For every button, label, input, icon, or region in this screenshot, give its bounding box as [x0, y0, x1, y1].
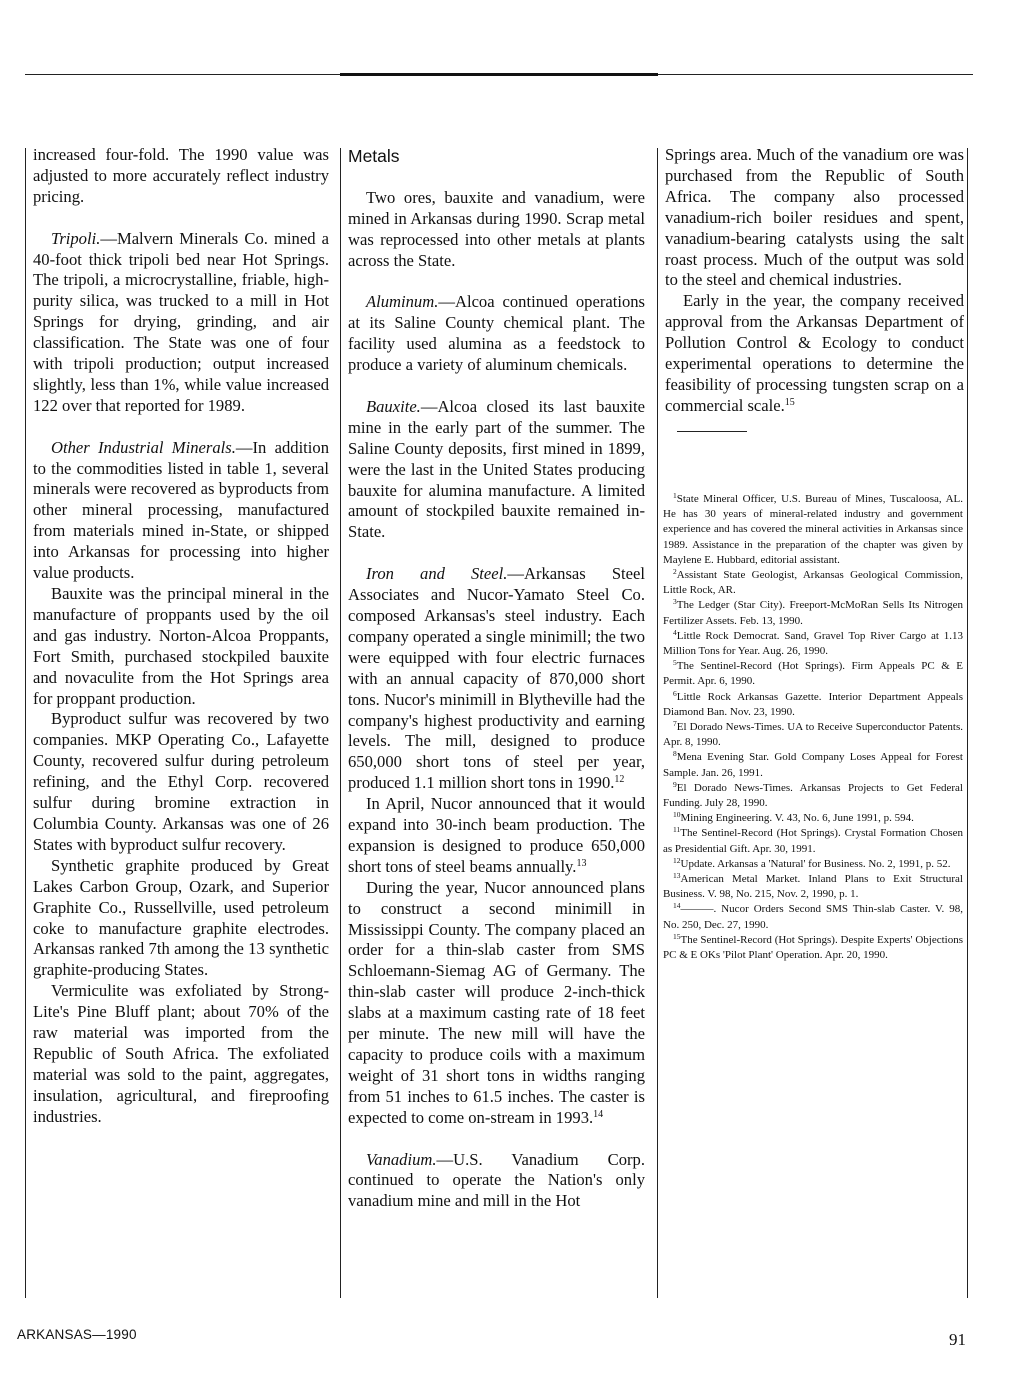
footnote: $^5$The Sentinel-Record (Hot Springs). Firm Appeals PC & E Permit. Apr. 6, 1990.: [663, 658, 963, 688]
paragraph-tungsten: [665, 291, 964, 416]
column-rule-right: [967, 148, 968, 1298]
footnote: $^2$Assistant State Geologist, Arkansas Geological Commission, Little Rock, AR.: [663, 567, 963, 597]
text-tripoli: —Malvern Minerals Co. mined a 40-foot thick tripoli bed near Hot Springs. The tripoli, a microcrystalline, friable, high-purity silica, was trucked to a mill in Hot Springs for drying, grinding, and air classification. The State was one of four with tripoli production; output increased slightly, less than 1%, while value increased 122 over that reported for 1989.: [33, 228, 329, 415]
footnote: $^1$State Mineral Officer, U.S. Bureau of Mines, Tuscaloosa, AL. He has 30 years of mineral-related industry and government experience and has covered the mineral activities in Arkansas since 1989. Assistance in the preparation of the chapter was given by Maylene E. Hubbard, editorial assistant.: [663, 491, 963, 566]
heading-other-minerals: Other Industrial Minerals.: [51, 437, 236, 457]
text-bauxite: —Alcoa closed its last bauxite mine in the early part of the summer. The Saline County deposits, first mined in 1899, were the last in the United States producing bauxite for alumina manufacture. A limited amount of stockpiled bauxite remained in-State.: [348, 396, 645, 542]
page-number: 91: [949, 1330, 966, 1349]
text-vanadium: —U.S. Vanadium Corp. continued to operate the Nation's only vanadium mine and mill in the Hot: [348, 1149, 645, 1211]
column-rule-left: [25, 148, 26, 1298]
heading-bauxite: Bauxite.: [366, 396, 421, 416]
footnote: $^{11}$The Sentinel-Record (Hot Springs). Crystal Formation Chosen as Presidential Gift. Apr. 30, 1991.: [663, 825, 963, 855]
paragraph-vermiculite: Vermiculite was exfoliated by Strong-Lite's Pine Bluff plant; about 70% of the raw material was imported from the Republic of South Africa. The exfoliated material was sold to the paint, aggregates, insulation, agricultural, and fireproofing industries.: [33, 981, 329, 1126]
paragraph-april-expansion: [348, 794, 645, 878]
paragraph-iron-steel: [348, 564, 645, 794]
text-aluminum: —Alcoa continued operations at its Saline County chemical plant. The facility used alumina as a feedstock to produce a variety of aluminum chemicals.: [348, 292, 645, 375]
footnote: $^{15}$The Sentinel-Record (Hot Springs). Despite Experts' Objections PC & E OKs 'Pilot Plant' Operation. Apr. 20, 1990.: [663, 931, 963, 962]
text-second-minimill: During the year, Nucor announced plans to construct a second minimill in Mississippi County. The company placed an order for a thin-slab caster from SMS Schloemann-Siemag AG of Germany. The thin-slab caster will produce 2-inch-thick slabs at a maximum casting rate of 18 feet per minute. The new mill will have the capacity to produce coils with a maximum weight of 31 short tons in widths ranging from 51 inches to 61.5 inches. The caster is expected to come on-stream in 1993.: [348, 877, 645, 1127]
footnotes: [663, 492, 963, 963]
footnote: $^{13}$American Metal Market. Inland Plans to Exit Structural Business. V. 98, No. 215, Nov. 2, 1990, p. 1.: [663, 871, 963, 901]
footnote: $^8$Mena Evening Star. Gold Company Loses Appeal for Forest Sample. Jan. 26, 1991.: [663, 749, 963, 779]
paragraph-synthetic-graphite: Synthetic graphite produced by Great Lakes Carbon Group, Ozark, and Superior Graphite Co., Russellville, used petroleum coke to manufacture graphite electrodes. Arkansas ranked 7th among the 13 synthetic graphite-producing States.: [33, 855, 329, 980]
text-other-minerals: —In addition to the commodities listed in table 1, several minerals were recovered as byproducts from other mineral processing, manufactured from materials mined in-State, or shipped into Arkansas for processing into higher value products.: [33, 437, 329, 583]
footnote: $^{10}$Mining Engineering. V. 43, No. 6, June 1991, p. 594.: [673, 810, 914, 825]
heading-iron-steel: Iron and Steel.: [366, 564, 508, 584]
footnote-ref-13: 13: [576, 857, 587, 869]
text-iron-steel: —Arkansas Steel Associates and Nucor-Yamato Steel Co. composed Arkansas's steel industry. Each company operated a single minimill; the two were equipped with four electric furnaces with an annual capacity of 870,000 short tons. Nucor's minimill in Blytheville had the company's highest productivity and earning levels. The mill, designed to produce 650,000 short tons of steel per year, produced 1.1 million short tons in 1990.: [348, 564, 646, 793]
section-title-metals: Metals: [348, 146, 400, 166]
paragraph-second-minimill: [348, 878, 645, 1129]
paragraph-other-minerals: [33, 438, 329, 584]
footnote: $^3$The Ledger (Star City). Freeport-McMoRan Sells Its Nitrogen Fertilizer Assets. Feb. 13, 1990.: [663, 597, 963, 627]
column-rule-2: [657, 148, 658, 1298]
running-head: ARKANSAS—1990: [17, 1327, 137, 1342]
column-3: [665, 145, 964, 432]
column-1: [33, 145, 329, 1128]
footnote: $^7$El Dorado News-Times. UA to Receive Superconductor Patents. Apr. 8, 1990.: [663, 719, 963, 749]
footnote-ref-12: 12: [614, 774, 625, 786]
paragraph-value-adjusted: increased four-fold. The 1990 value was adjusted to more accurately reflect industry pricing.: [33, 145, 329, 206]
heading-tripoli: Tripoli.: [51, 228, 101, 248]
column-rule-1: [340, 148, 341, 1298]
heading-vanadium: Vanadium.: [366, 1149, 437, 1169]
paragraph-vanadium: [348, 1150, 645, 1213]
paragraph-tripoli: [33, 229, 329, 417]
column-2: [348, 145, 645, 1212]
footnote-ref-14: 14: [593, 1108, 604, 1120]
footnote: $^9$El Dorado News-Times. Arkansas Projects to Get Federal Funding. July 28, 1990.: [663, 779, 963, 810]
footnote-rule: [677, 431, 747, 432]
heading-aluminum: Aluminum.: [366, 292, 439, 312]
footnote-ref-15: 15: [784, 396, 795, 408]
paragraph-aluminum: [348, 292, 645, 376]
paragraph-byproduct-sulfur: Byproduct sulfur was recovered by two companies. MKP Operating Co., Lafayette County, recovered sulfur during petroleum refining, and the Ethyl Corp. recovered sulfur during bromine extraction in Columbia County. Arkansas was one of 26 States with byproduct sulfur recovery.: [33, 709, 329, 854]
footnote: $^{14}$———. Nucor Orders Second SMS Thin-slab Caster. V. 98, No. 250, Dec. 27, 1990.: [663, 901, 963, 931]
paragraph-bauxite: [348, 397, 645, 543]
footnote: $^4$Little Rock Democrat. Sand, Gravel Top River Cargo at 1.13 Million Tons for Year. Aug. 26, 1990.: [663, 627, 963, 658]
text-april-expansion: In April, Nucor announced that it would expand into 30-inch beam production. The expansion is designed to produce 650,000 short tons of steel beams annually.: [348, 794, 645, 876]
paragraph-vanadium-continued: Springs area. Much of the vanadium ore was purchased from the Republic of South Africa. The company also processed vanadium-rich boiler residues and spent, vanadium-bearing catalysts using the salt roast process. Much of the output was sold to the steel and chemical industries.: [665, 145, 964, 290]
text-tungsten: Early in the year, the company received approval from the Arkansas Department of Pollution Control & Ecology to conduct experimental operations to determine the feasibility of processing tungsten scrap on a commercial scale.: [665, 291, 964, 415]
paragraph-metals-intro: Two ores, bauxite and vanadium, were mined in Arkansas during 1990. Scrap metal was reprocessed into other metals at plants across the State.: [348, 187, 645, 270]
paragraph-bauxite-proppants: Bauxite was the principal mineral in the manufacture of proppants used by the oil and gas industry. Norton-Alcoa Proppants, Fort Smith, purchased stockpiled bauxite and novaculite from the Hot Springs area for proppant production.: [33, 584, 329, 708]
footnote: $^6$Little Rock Arkansas Gazette. Interior Department Appeals Diamond Ban. Nov. 23, 1990.: [663, 688, 963, 718]
top-rule-accent: [340, 73, 658, 76]
footnote: $^{12}$Update. Arkansas a 'Natural' for Business. No. 2, 1991, p. 52.: [673, 855, 951, 870]
